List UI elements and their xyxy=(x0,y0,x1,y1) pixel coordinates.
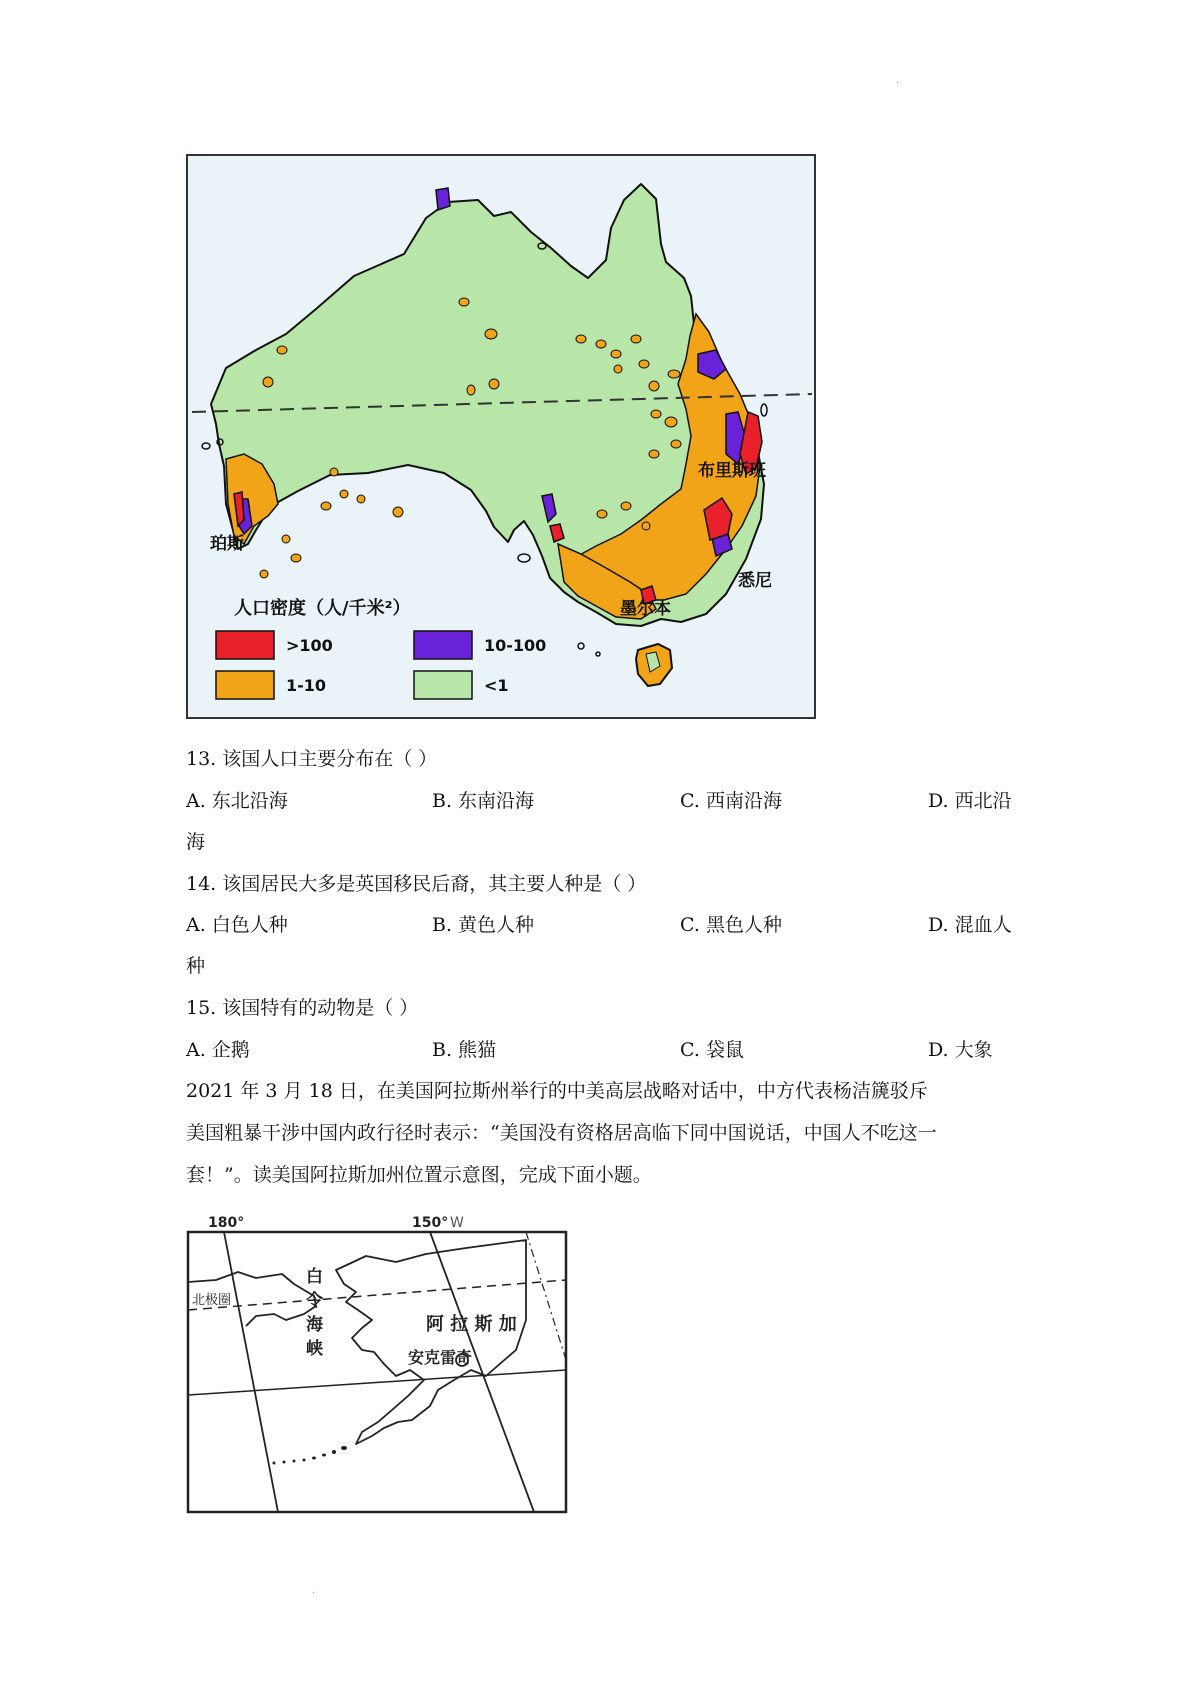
question-15-option-d: D. 大象 xyxy=(928,1039,993,1061)
question-13-option-d-wrap: 海 xyxy=(186,831,206,853)
question-13-option-a: A. 东北沿海 xyxy=(186,790,288,812)
page-mark-bottom: · xyxy=(312,1588,316,1599)
question-15-option-c: C. 袋鼠 xyxy=(680,1039,744,1061)
city-label-brisbane: 布里斯班 xyxy=(698,461,766,481)
question-13-option-c: C. 西南沿海 xyxy=(680,790,782,812)
question-14-stem: 14. 该国居民大多是英国移民后裔，其主要人种是（ ） xyxy=(186,873,647,895)
city-label-sydney: 悉尼 xyxy=(738,571,772,591)
question-14-option-c: C. 黑色人种 xyxy=(680,914,782,936)
page-mark-top: · xyxy=(896,78,900,89)
longitude-label-w: W xyxy=(450,1215,464,1231)
question-15-option-b: B. 熊猫 xyxy=(432,1039,497,1061)
question-15-stem: 15. 该国特有的动物是（ ） xyxy=(186,997,419,1019)
longitude-label-180: 180° xyxy=(208,1215,245,1231)
city-label-melbourne: 墨尔本 xyxy=(620,599,671,619)
arctic-circle-label: 北极圈 xyxy=(192,1293,232,1308)
passage xyxy=(186,1070,1036,1196)
question-15-option-a: A. 企鹅 xyxy=(186,1039,250,1061)
alaska-label: 阿 拉 斯 加 xyxy=(426,1314,517,1335)
legend-title: 人口密度（人/千米²） xyxy=(234,598,411,619)
question-14-option-a: A. 白色人种 xyxy=(186,914,288,936)
legend-label-under-1: <1 xyxy=(484,676,509,695)
longitude-label-150: 150° xyxy=(412,1215,449,1231)
strait-label-1: 白 xyxy=(306,1267,323,1287)
legend-swatch-10-100 xyxy=(414,631,472,659)
passage-line-1: 2021 年 3 月 18 日，在美国阿拉斯州举行的中美高层战略对话中，中方代表杨洁篪驳斥 xyxy=(186,1080,928,1102)
australia-population-density-map xyxy=(186,154,816,719)
question-14-option-b: B. 黄色人种 xyxy=(432,914,535,936)
legend-label-over-100: >100 xyxy=(286,636,333,655)
question-13-option-b: B. 东南沿海 xyxy=(432,790,535,812)
passage-line-3: 套！”。读美国阿拉斯加州位置示意图，完成下面小题。 xyxy=(186,1164,652,1186)
question-14-option-d: D. 混血人 xyxy=(928,914,1012,936)
strait-label-4: 峡 xyxy=(306,1339,323,1359)
passage-line-2: 美国粗暴干涉中国内政行径时表示：“美国没有资格居高临下同中国说话，中国人不吃这一 xyxy=(186,1122,937,1144)
strait-label-3: 海 xyxy=(306,1315,323,1335)
legend-label-1-10: 1-10 xyxy=(286,676,327,695)
city-label-perth: 珀斯 xyxy=(210,534,244,554)
question-14-option-d-wrap: 种 xyxy=(186,955,206,977)
question-13-option-d: D. 西北沿 xyxy=(928,790,1012,812)
legend-swatch-over-100 xyxy=(216,631,274,659)
alaska-location-map xyxy=(186,1210,569,1515)
legend-swatch-1-10 xyxy=(216,671,274,699)
strait-label-2: 令 xyxy=(306,1291,323,1311)
legend-label-10-100: 10-100 xyxy=(484,636,547,655)
legend-swatch-under-1 xyxy=(414,671,472,699)
anchorage-label: 安克雷奇 xyxy=(408,1348,473,1367)
question-13-stem: 13. 该国人口主要分布在（ ） xyxy=(186,748,438,770)
